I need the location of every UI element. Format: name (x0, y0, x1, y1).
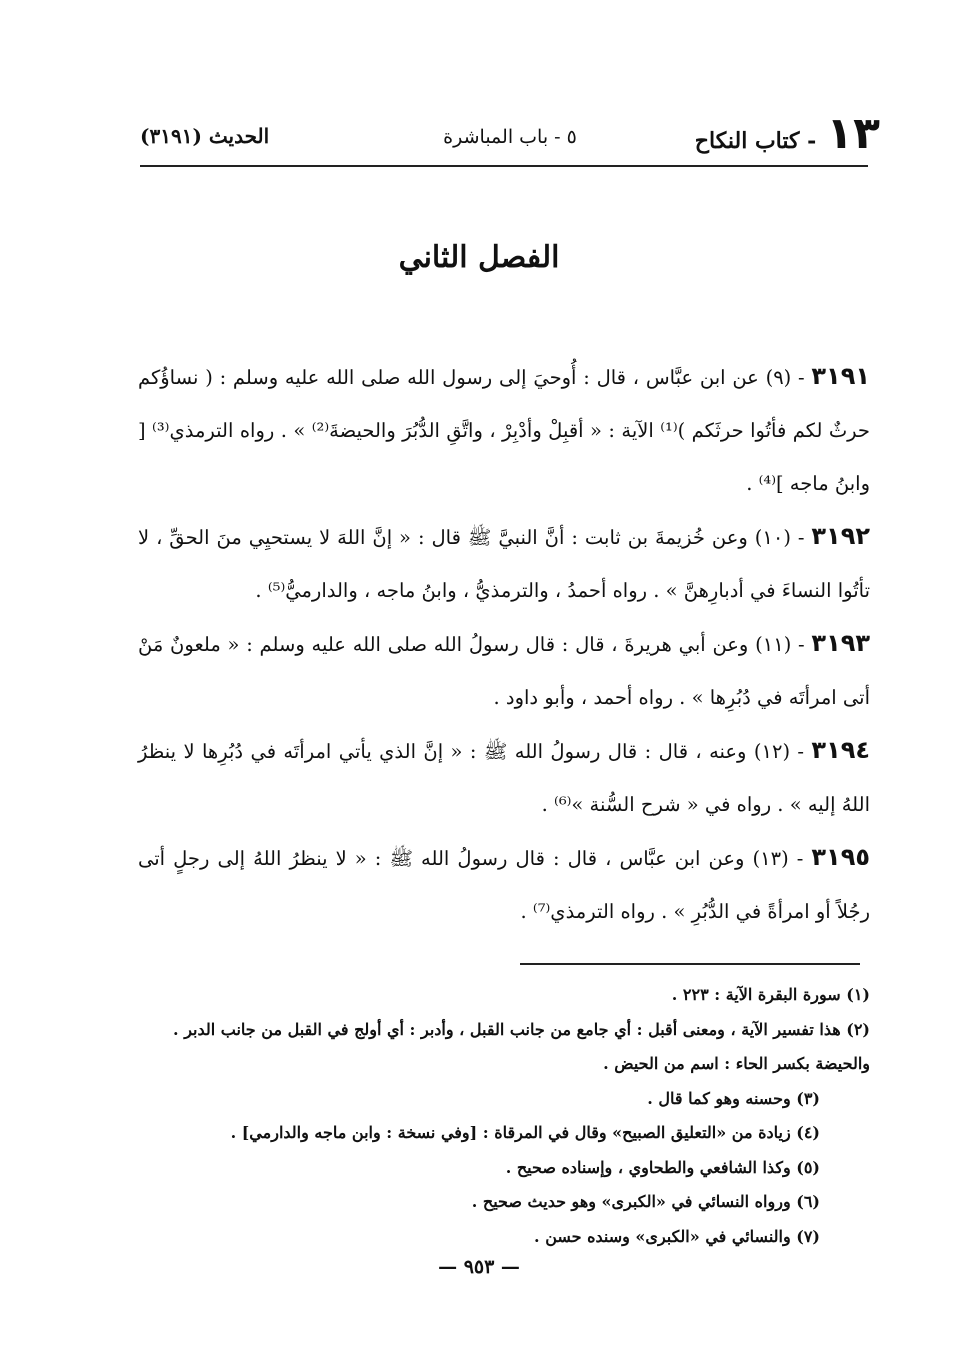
hadith-text: - (١١) وعن أبي هريرةَ ، قال : قال رسولُ الله صلى الله عليه وسلم : « ملعونٌ مَنْ أتى امرأتَه في دُبُرِها » . رواه أحمد ، وأبو داود . (138, 633, 870, 709)
hadith-paragraph (138, 831, 870, 938)
chapter-heading (695, 108, 880, 159)
hadith-text: - (٩) عن ابن عبَّاس ، قال : أُوحيَ إلى رسول الله صلى الله عليه وسلم : ( نساؤُكم حرثٌ لكم فأتُوا حرثَكم )⁽¹⁾ الآية : « أقبِلْ وأدْبِرْ ، واتَّقِ الدُّبُرَ والحيضةَ⁽²⁾ » . رواه الترمذي⁽³⁾ [ وابنُ ماجه ]⁽⁴⁾ . (138, 366, 870, 495)
hadith-reference: الحديث (٣١٩١) (140, 124, 270, 148)
footnote: (٢) هذا تفسير الآية ، ومعنى أقبل : أي جامع من جانب القبل ، وأدبر : أي أولج في القبل من جانب الدبر . والحيضة بكسر الحاء : اسم من الحيض . (173, 1019, 870, 1073)
page-number: — ٩٥٣ — (438, 1256, 520, 1278)
footnote: (٤) زيادة من «التعليق الصبيح» وقال في المرقاة : [وفي نسخة : وابن ماجه والدارمي] . (230, 1123, 820, 1142)
footnote: (٥) وكذا الشافعي والطحاوي ، وإسناده صحيح . (505, 1157, 820, 1177)
hadith-text: - (١٣) وعن ابن عبَّاس ، قال : قال رسولُ الله ﷺ : « لا ينظرُ اللهُ إلى رجلٍ أتى رجُلاً أو امرأةً في الدُّبُرِ » . رواه الترمذي⁽⁷⁾ . (138, 847, 870, 923)
chapter-number: ١٣ (826, 108, 880, 159)
hadith-text: - (١٢) وعنه ، قال : قال رسولُ الله ﷺ : « إنَّ الذي يأتي امرأتَه في دُبُرِها لا ينظرُ اللهُ إليه » . رواه في « شرح السُّنة »⁽⁶⁾ . (138, 740, 870, 816)
hadith-number: ٣١٩١ (811, 362, 870, 390)
hadith-number: ٣١٩٥ (811, 843, 870, 871)
hadith-number: ٣١٩٢ (811, 522, 870, 550)
hadith-paragraph (138, 724, 870, 831)
hadith-list (138, 350, 870, 938)
footnote-divider (520, 963, 860, 965)
footnotes (138, 978, 870, 1254)
footnote: (٣) وحسنه وهو كما قال . (647, 1088, 820, 1108)
hadith-number: ٣١٩٣ (811, 629, 871, 657)
running-header (140, 108, 880, 168)
section-title: ٥ - باب المباشرة (443, 126, 577, 148)
hadith-paragraph (138, 350, 870, 510)
hadith-text: - (١٠) وعن خُزيمةَ بن ثابت : أنَّ النبيَّ ﷺ قال : « إنَّ اللهَ لا يستحيِي منَ الحقِّ ، لا تأتُوا النساءَ في أدبارِهنَّ » . رواه أحمدُ ، والترمذيُّ ، وابنُ ماجه ، والدارميُّ⁽⁵⁾ . (138, 526, 870, 602)
hadith-paragraph (138, 617, 870, 724)
hadith-paragraph (138, 510, 870, 617)
book-title: - كتاب النكاح (694, 128, 817, 154)
hadith-number: ٣١٩٤ (811, 736, 871, 764)
section-heading: الفصل الثاني (398, 240, 560, 275)
footnote: (٧) والنسائي في «الكبرى» وسنده حسن . (534, 1226, 820, 1246)
footnote: (٦) ورواه النسائي في «الكبرى» وهو حديث صحيح . (471, 1192, 820, 1211)
footnote: (١) سورة البقرة الآية : ٢٢٣ . (671, 985, 870, 1004)
header-divider (140, 165, 868, 167)
